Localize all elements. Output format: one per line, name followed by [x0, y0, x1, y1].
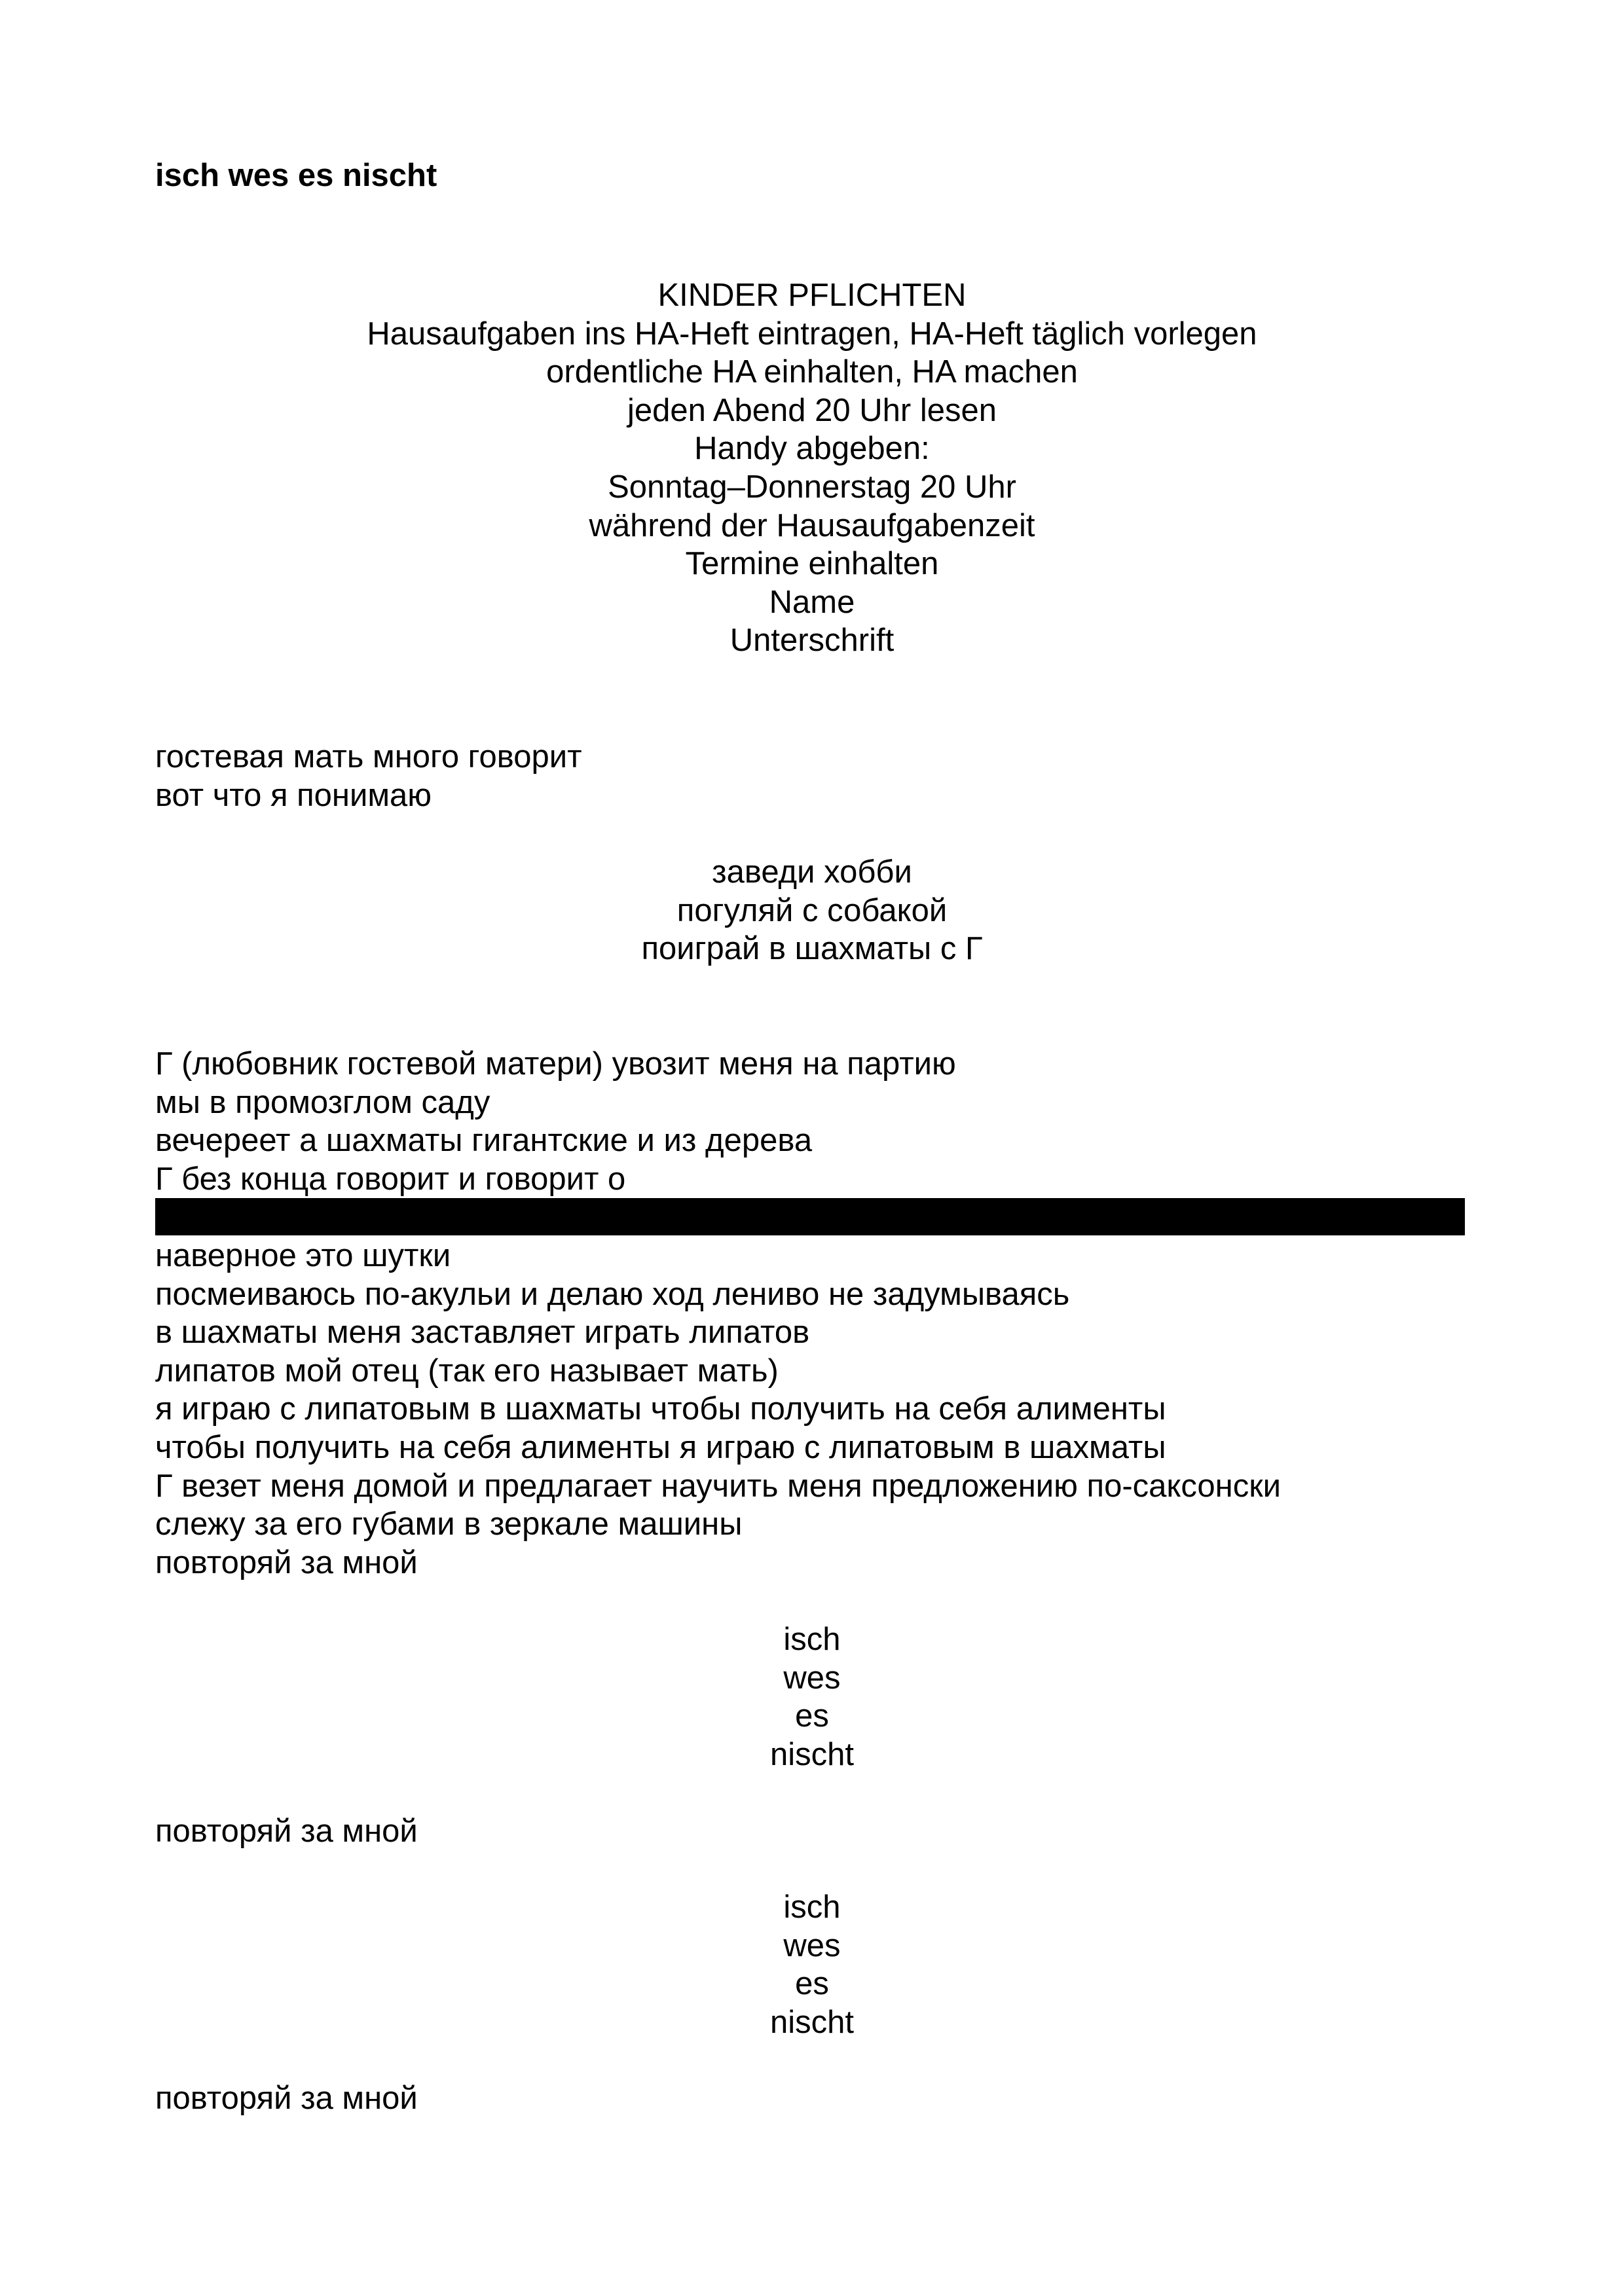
- phrase-word: nischt: [769, 2004, 854, 2040]
- phrase-word: es: [795, 1966, 829, 2002]
- phrase-word: es: [795, 1698, 829, 1734]
- stanza-line: чтобы получить на себя алименты я играю с липатовым в шахматы: [155, 1429, 1166, 1465]
- rules-line: während der Hausaufgabenzeit: [589, 507, 1035, 543]
- stanza-line: липатов мой отец (так его называет мать): [155, 1353, 779, 1389]
- stanza-line: Г (любовник гостевой матери) увозит меня на партию: [155, 1046, 956, 1082]
- rules-heading: KINDER PFLICHTEN: [657, 278, 967, 313]
- stanza-line: я играю с липатовым в шахматы чтобы получить на себя алименты: [155, 1391, 1166, 1427]
- stanza-line: мы в промозглом саду: [155, 1084, 490, 1120]
- stanza-line: гостевая мать много говорит: [155, 739, 582, 774]
- rules-line: Termine einhalten: [685, 546, 939, 582]
- phrase-word: isch: [783, 1622, 841, 1657]
- stanza-line: слежу за его губами в зеркале машины: [155, 1506, 743, 1542]
- stanza-line: вечереет а шахматы гигантские и из дерева: [155, 1123, 813, 1159]
- phrase-word: nischt: [769, 1736, 854, 1772]
- rules-line: Sonntag–Donnerstag 20 Uhr: [608, 469, 1016, 505]
- stanza-one: [155, 738, 582, 814]
- repeat-line-one: [155, 1812, 418, 1851]
- phrase-block-two: [0, 1888, 1624, 2041]
- advice-line: поиграй в шахматы с Г: [641, 931, 983, 967]
- advice-line: погуляй с собакой: [676, 892, 948, 928]
- stanza-line: посмеиваюсь по-акульи и делаю ход лениво не задумываясь: [155, 1276, 1070, 1312]
- rules-block: [0, 276, 1624, 660]
- document-title: isch wes es nischt: [155, 158, 437, 193]
- stanza-line: наверное это шутки: [155, 1238, 451, 1273]
- repeat-line: повторяй за мной: [155, 2081, 418, 2116]
- phrase-word: wes: [783, 1927, 841, 1963]
- rules-line: Name: [769, 584, 855, 620]
- rules-line: Unterschrift: [729, 623, 895, 659]
- stanza-line: Г без конца говорит и говорит о: [155, 1161, 626, 1197]
- stanza-line: вот что я понимаю: [155, 777, 432, 813]
- repeat-line-two: [155, 2079, 418, 2118]
- stanza-line: Г везет меня домой и предлагает научить меня предложению по-саксонски: [155, 1468, 1282, 1504]
- phrase-word: wes: [783, 1660, 841, 1696]
- stanza-two-first: [155, 1045, 956, 1198]
- advice-line: заведи хобби: [712, 854, 912, 890]
- phrase-word: isch: [783, 1889, 841, 1925]
- stanza-two-second: [155, 1237, 1281, 1582]
- redaction-bar: [155, 1198, 1465, 1235]
- repeat-line: повторяй за мной: [155, 1813, 418, 1849]
- rules-line: jeden Abend 20 Uhr lesen: [627, 392, 997, 428]
- stanza-line: в шахматы меня заставляет играть липатов: [155, 1315, 810, 1351]
- rules-line: Handy abgeben:: [694, 431, 930, 467]
- rules-line: ordentliche HA einhalten, HA machen: [546, 354, 1078, 390]
- phrase-block-one: [0, 1620, 1624, 1774]
- stanza-line: повторяй за мной: [155, 1544, 418, 1580]
- rules-line: Hausaufgaben ins HA-Heft eintragen, HA-Heft täglich vorlegen: [367, 316, 1257, 352]
- advice-block: [0, 853, 1624, 968]
